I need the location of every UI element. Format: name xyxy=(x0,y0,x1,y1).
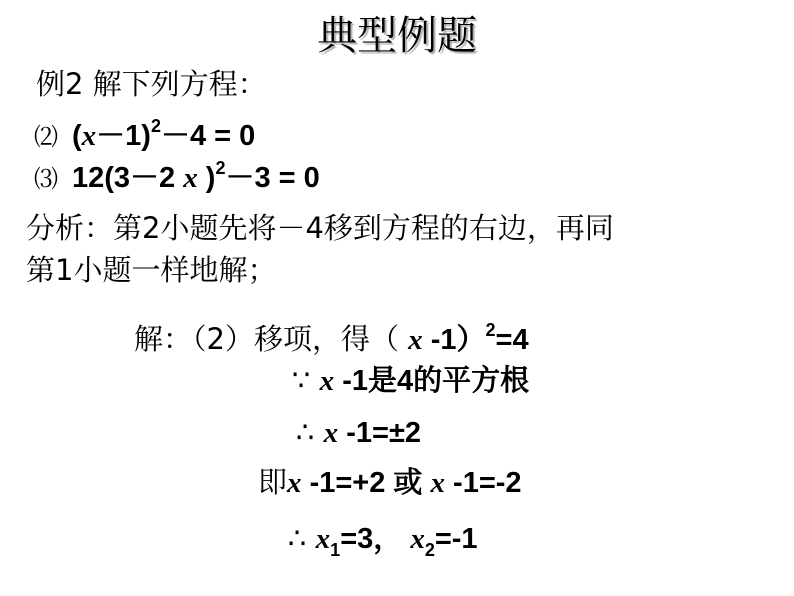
equation-3-mid: ) xyxy=(197,162,216,194)
equation-3-variable: x xyxy=(183,162,198,194)
step-1-exponent: 2 xyxy=(485,320,496,340)
solution-step-3 xyxy=(296,414,421,451)
step-3-end: -1=±2 xyxy=(338,417,421,449)
page-title: 典型例题 xyxy=(317,13,477,59)
step-4-variable-2: x xyxy=(430,467,445,499)
equation-3-open: 12(3－2 xyxy=(72,162,184,194)
equation-2-variable: x xyxy=(81,120,97,152)
step-4-end: -1=-2 xyxy=(444,467,522,499)
step-1-mid: -1） xyxy=(422,324,486,356)
step-2-end: -1是4的平方根 xyxy=(334,365,530,397)
equation-2-number: ⑵ xyxy=(34,123,58,151)
equation-3-exponent: 2 xyxy=(215,158,226,178)
step-2-variable: x xyxy=(319,365,335,397)
step-5-subscript-2: 2 xyxy=(424,540,435,560)
equation-2-open: ( xyxy=(72,120,82,152)
step-4-variable-1: x xyxy=(287,467,302,499)
step-4-prefix: 即 xyxy=(258,465,288,499)
equation-2-mid: －1) xyxy=(96,120,151,152)
step-5-mid: =3， xyxy=(340,523,411,555)
problem-intro xyxy=(36,66,267,102)
equation-2 xyxy=(34,108,255,155)
step-5-variable-2: x xyxy=(410,523,425,555)
step-3-prefix: ∴ xyxy=(296,415,324,449)
solution-step-5 xyxy=(288,520,478,568)
step-5-subscript-1: 1 xyxy=(330,540,341,560)
step-1-end: =4 xyxy=(495,324,529,356)
problem-intro-text: 例2 解下列方程： xyxy=(36,67,267,101)
step-1-variable: x xyxy=(408,324,423,356)
equation-2-end: －4 = 0 xyxy=(160,120,256,152)
step-1-prefix: 解：（2）移项，得（ xyxy=(134,322,409,356)
equation-3-number: ⑶ xyxy=(34,165,58,193)
equation-3-end: －3 = 0 xyxy=(225,162,320,194)
analysis-line-1: 分析：第2小题先将－4移到方程的右边，再同 xyxy=(26,211,614,245)
analysis-line-2: 第1小题一样地解； xyxy=(26,253,277,287)
solution-step-2 xyxy=(292,362,529,399)
equation-3 xyxy=(34,150,320,197)
step-3-variable: x xyxy=(323,417,339,449)
step-5-end: =-1 xyxy=(434,523,478,555)
step-2-prefix: ∵ xyxy=(292,363,320,397)
step-4-mid: -1=+2 或 xyxy=(301,467,431,499)
step-5-variable-1: x xyxy=(315,523,331,555)
solution-step-4 xyxy=(258,464,522,501)
step-5-prefix: ∴ xyxy=(288,521,316,555)
equation-2-exponent: 2 xyxy=(150,116,161,136)
solution-step-1 xyxy=(134,312,529,358)
